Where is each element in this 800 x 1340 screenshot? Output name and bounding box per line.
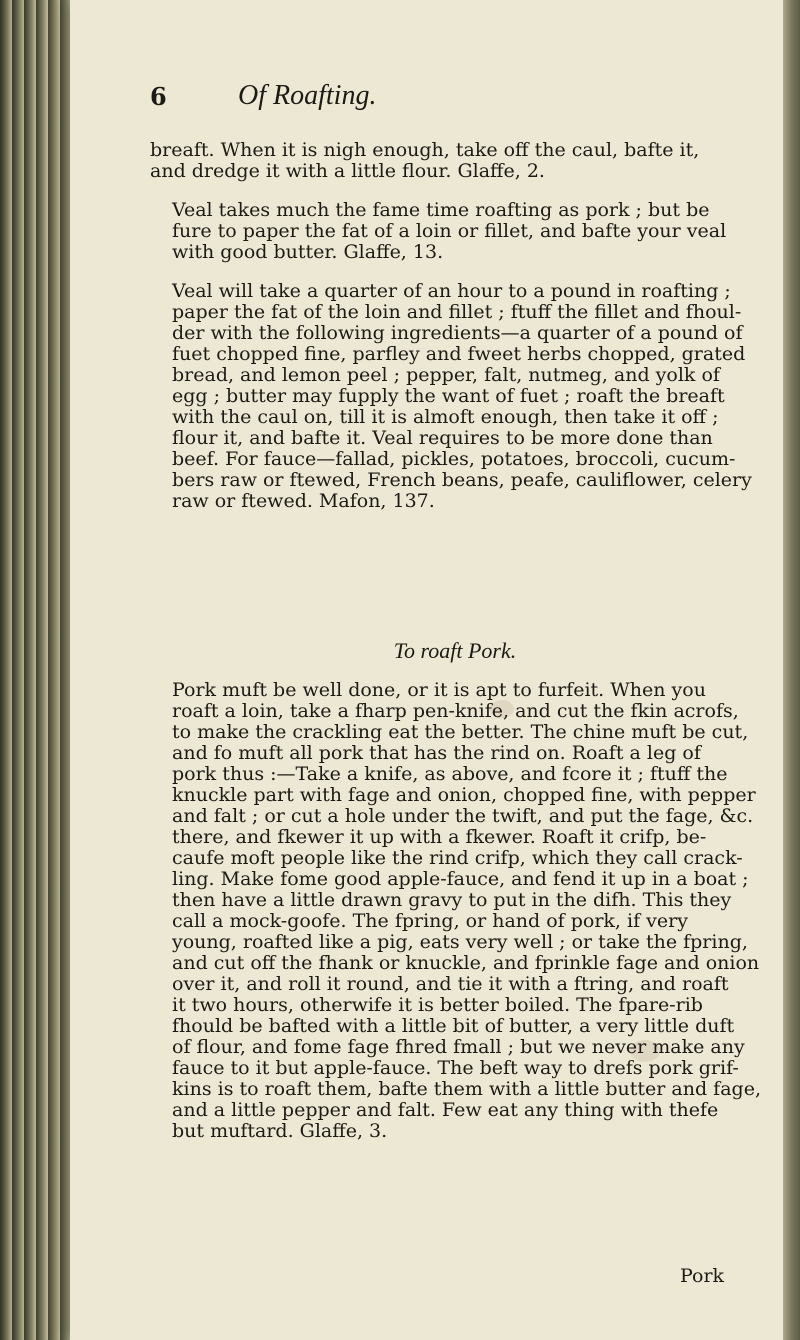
text-line: with the caul on, till it is almoft enough, then take it off ; xyxy=(172,406,719,428)
text-line: egg ; butter may fupply the want of fuet ; roaft the breaft xyxy=(172,385,725,407)
text-line: fhould be bafted with a little bit of butter, a very little duft xyxy=(172,1015,735,1037)
page-number: 6 xyxy=(150,82,167,111)
text-line: to make the crackling eat the better. The chine muft be cut, xyxy=(172,721,749,743)
text-line: over it, and roll it round, and tie it with a ftring, and roaft xyxy=(172,973,729,995)
text-line: kins is to roaft them, bafte them with a little butter and fage, xyxy=(172,1078,761,1100)
text-line: der with the following ingredients—a quarter of a pound of xyxy=(172,322,743,344)
paragraph xyxy=(150,680,760,1142)
paragraph xyxy=(150,200,760,263)
text-line: and a little pepper and falt. Few eat any thing with thefe xyxy=(172,1099,719,1121)
text-line: with good butter. Glaffe, 13. xyxy=(172,241,444,263)
text-line: bers raw or ftewed, French beans, peafe, cauliflower, celery xyxy=(172,469,752,491)
text-line: of flour, and fome fage fhred fmall ; but we never make any xyxy=(172,1036,745,1058)
book-page xyxy=(70,0,785,1340)
page-header xyxy=(150,82,760,122)
text-line: ling. Make fome good apple-fauce, and fend it up in a boat ; xyxy=(172,868,749,890)
text-line: Veal will take a quarter of an hour to a pound in roafting ; xyxy=(172,280,731,302)
text-line: and falt ; or cut a hole under the twift, and put the fage, &c. xyxy=(172,805,754,827)
text-line: fauce to it but apple-fauce. The beft way to drefs pork grif- xyxy=(172,1057,739,1079)
text-line: fuet chopped fine, parfley and fweet herbs chopped, grated xyxy=(172,343,746,365)
book-binding-edge xyxy=(0,0,70,1340)
text-line: bread, and lemon peel ; pepper, falt, nutmeg, and yolk of xyxy=(172,364,720,386)
text-line: fure to paper the fat of a loin or fillet, and bafte your veal xyxy=(172,220,727,242)
text-line: call a mock-goofe. The fpring, or hand of pork, if very xyxy=(172,910,688,932)
text-line: caufe moft people like the rind crifp, which they call crack- xyxy=(172,847,743,869)
section-title: To roaft Pork. xyxy=(393,638,517,663)
running-title: Of Roafting. xyxy=(238,80,377,111)
text-line: then have a little drawn gravy to put in the difh. This they xyxy=(172,889,732,911)
text-line: but muftard. Glaffe, 3. xyxy=(172,1120,388,1142)
catchword: Pork xyxy=(680,1265,725,1287)
text-line: roaft a loin, take a fharp pen-knife, and cut the fkin acrofs, xyxy=(172,700,739,722)
paragraph xyxy=(150,281,760,512)
text-line: paper the fat of the loin and fillet ; ftuff the fillet and fhoul- xyxy=(172,301,742,323)
text-line: there, and fkewer it up with a fkewer. Roaft it crifp, be- xyxy=(172,826,707,848)
text-line: pork thus :—Take a knife, as above, and fcore it ; ftuff the xyxy=(172,763,728,785)
text-line: Pork muft be well done, or it is apt to furfeit. When you xyxy=(172,679,706,701)
text-line: knuckle part with fage and onion, chopped fine, with pepper xyxy=(172,784,756,806)
veal-text-block xyxy=(150,140,760,530)
text-line: and cut off the fhank or knuckle, and fprinkle fage and onion xyxy=(172,952,760,974)
text-line: raw or ftewed. Mafon, 137. xyxy=(172,490,435,512)
text-line: young, roafted like a pig, eats very well ; or take the fpring, xyxy=(172,931,748,953)
text-line: and dredge it with a little flour. Glaffe, 2. xyxy=(150,160,545,182)
text-line: beef. For fauce—fallad, pickles, potatoes, broccoli, cucum- xyxy=(172,448,736,470)
text-line: flour it, and bafte it. Veal requires to be more done than xyxy=(172,427,713,449)
text-line: breaft. When it is nigh enough, take off the caul, bafte it, xyxy=(150,139,700,161)
pork-text-block xyxy=(150,680,760,1160)
text-line: it two hours, otherwife it is better boiled. The fpare-rib xyxy=(172,994,703,1016)
paragraph xyxy=(150,140,760,182)
page-edge-strip xyxy=(783,0,800,1340)
text-line: Veal takes much the fame time roafting as pork ; but be xyxy=(172,199,710,221)
text-line: and fo muft all pork that has the rind on. Roaft a leg of xyxy=(172,742,701,764)
